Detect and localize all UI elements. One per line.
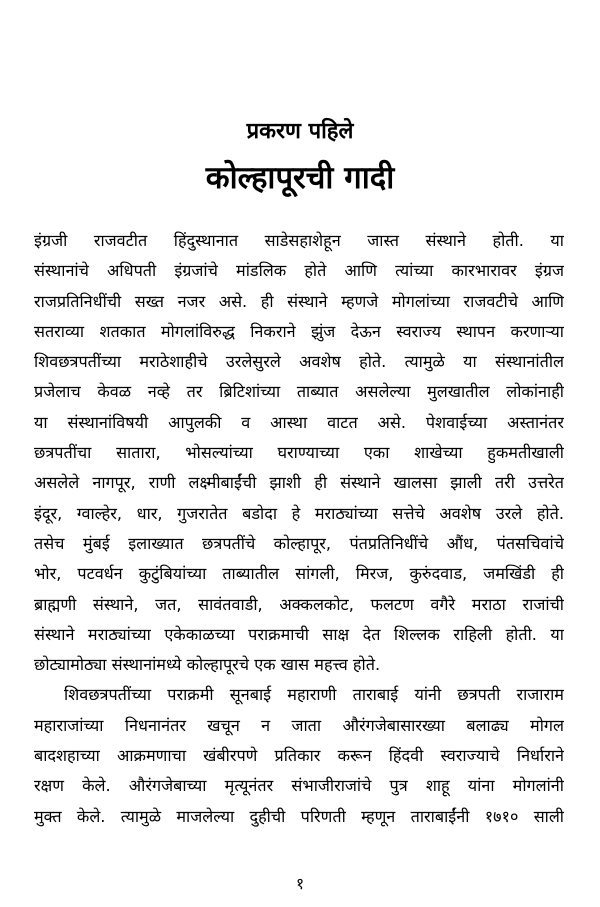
text-line: छत्रपतींचा सातारा, भोसल्यांच्या घराण्याच्या एका शाखेच्या हुकमतीखाली (34, 443, 564, 463)
page-number: १ (295, 874, 305, 893)
text-line: असलेले नागपूर, राणी लक्ष्मीबाईंची झाशी ही संस्थाने खालसा झाली तरी उत्तरेत (34, 473, 564, 493)
text-line: प्रजेलाच केवळ नव्हे तर ब्रिटिशांच्या ताब्यात असलेल्या मुलखातील लोकांनाही (34, 382, 564, 402)
text-line: राजप्रतिनिधींची सख्त नजर असे. ही संस्थाने म्हणजे मोगलांच्या राजवटीचे आणि (34, 291, 564, 311)
text-line: तसेच मुंबई इलाख्यात छत्रपतींचे कोल्हापूर, पंतप्रतिनिधींचे औंध, पंतसचिवांचे (34, 533, 564, 553)
text-line: या संस्थानांविषयी आपुलकी व आस्था वाटत असे. पेशवाईच्या अस्तानंतर (34, 412, 564, 432)
paragraph-2 (34, 680, 564, 831)
paragraph-1 (34, 226, 564, 680)
text-line: मुक्त केले. त्यामुळे माजलेल्या दुहीची परिणती म्हणून ताराबाईंनी १७१० साली (34, 806, 564, 826)
text-line: सतराव्या शतकात मोगलांविरुद्ध निकराने झुंज देऊन स्वराज्य स्थापन करणाऱ्या (34, 321, 564, 341)
text-line: इंग्रजी राजवटीत हिंदुस्थानात साडेसहाशेहून जास्त संस्थाने होती. या (34, 231, 564, 250)
text-line: इंदूर, ग्वाल्हेर, धार, गुजरातेत बडोदा हे मराठ्यांच्या सत्तेचे अवशेष उरले होते. (34, 503, 564, 523)
text-line: शिवछत्रपतींच्या पराक्रमी सूनबाई महाराणी ताराबाई यांनी छत्रपती राजाराम (64, 685, 564, 705)
chapter-title: कोल्हापूरची गादी (205, 160, 395, 196)
text-line: भोर, पटवर्धन कुटुंबियांच्या ताब्यातील सांगली, मिरज, कुरुंदवाड, जमखिंडी ही (34, 564, 564, 584)
text-line: संस्थाने मराठ्यांच्या एकेकाळच्या पराक्रमाची साक्ष देत शिल्लक राहिली होती. या (34, 624, 564, 644)
body-text (34, 226, 564, 832)
text-line: छोट्यामोठ्या संस्थानांमध्ये कोल्हापूरचे एक खास महत्त्व होते. (34, 655, 381, 675)
text-line: महाराजांच्या निधनानंतर खचून न जाता औरंगजेबासारख्या बलाढ्य मोगल (34, 715, 564, 735)
chapter-label: प्रकरण पहिले (246, 119, 354, 144)
text-line: शिवछत्रपतींच्या मराठेशाहीचे उरलेसुरले अवशेष होते. त्यामुळे या संस्थानांतील (34, 352, 564, 372)
text-line: ब्राह्मणी संस्थाने, जत, सावंतवाडी, अक्कलकोट, फलटण वगैरे मराठा राजांची (34, 594, 564, 614)
text-line: बादशहाच्या आक्रमणाचा खंबीरपणे प्रतिकार करून हिंदवी स्वराज्याचे निर्धाराने (34, 746, 564, 766)
text-line: संस्थानांचे अधिपती इंग्रजांचे मांडलिक होते आणि त्यांच्या कारभारावर इंग्रज (34, 261, 564, 281)
text-line: रक्षण केले. औरंगजेबाच्या मृत्यूनंतर संभाजीराजांचे पुत्र शाहू यांना मोगलांनी (34, 776, 564, 796)
